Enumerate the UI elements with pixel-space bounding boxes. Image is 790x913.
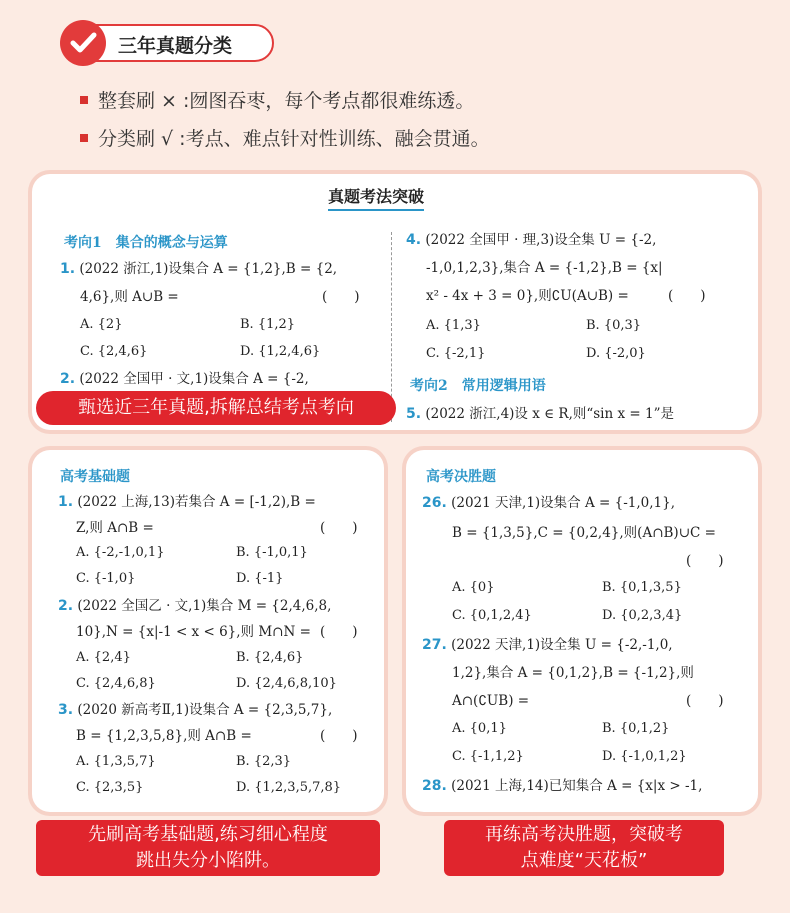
bullet-icon bbox=[80, 134, 88, 142]
question-26: 26. (2021 天津,1)设集合 A = {-1,0,1}, bbox=[422, 495, 675, 511]
question-2: 2. (2022 全国乙 · 文,1)集合 M = {2,4,6,8, bbox=[58, 598, 332, 614]
footer-right-banner bbox=[444, 820, 724, 876]
question-26-line2: B = {1,3,5},C = {0,2,4},则(A∩B)∪C = bbox=[452, 525, 716, 541]
option-b: B. {0,1,2} bbox=[602, 721, 670, 736]
option-b: B. {-1,0,1} bbox=[236, 545, 308, 560]
option-b: B. {0,1,3,5} bbox=[602, 580, 682, 595]
option-d: D. {-1} bbox=[236, 571, 284, 586]
option-c: C. {2,3,5} bbox=[76, 780, 144, 795]
question-2-line2: 10},N = {x|-1 < x < 6},则 M∩N = bbox=[76, 624, 311, 640]
option-b: B. {1,2} bbox=[240, 317, 296, 332]
option-c: C. {-1,0} bbox=[76, 571, 136, 586]
question-27-line2: 1,2},集合 A = {0,1,2},B = {-1,2},则 bbox=[452, 665, 694, 681]
option-a: A. {0} bbox=[452, 580, 495, 595]
answer-paren: ( ) bbox=[668, 288, 706, 304]
question-3-line2: B = {1,2,3,5,8},则 A∩B = bbox=[76, 728, 252, 744]
top-banner: 甄选近三年真题,拆解总结考点考向 bbox=[36, 391, 396, 425]
bullet-icon bbox=[80, 96, 88, 104]
option-b: B. {0,3} bbox=[586, 318, 642, 333]
option-c: C. {-1,1,2} bbox=[452, 749, 524, 764]
option-c: C. {0,1,2,4} bbox=[452, 608, 532, 623]
question-28: 28. (2021 上海,14)已知集合 A = {x|x > -1, bbox=[422, 778, 703, 794]
question-4-line2: -1,0,1,2,3},集合 A = {-1,2},B = {x| bbox=[426, 260, 663, 276]
question-5: 5. (2022 浙江,4)设 x ∈ R,则“sin x = 1”是 bbox=[406, 406, 674, 422]
footer-left-line1: 先刷高考基础题,练习细心程度 bbox=[88, 824, 328, 845]
answer-paren: ( ) bbox=[320, 520, 358, 536]
card-title: 真题考法突破 bbox=[328, 184, 424, 211]
option-b: B. {2,3} bbox=[236, 754, 292, 769]
option-d: D. {-1,0,1,2} bbox=[602, 749, 687, 764]
option-a: A. {2,4} bbox=[76, 650, 131, 665]
answer-paren: ( ) bbox=[322, 289, 360, 305]
option-b: B. {2,4,6} bbox=[236, 650, 304, 665]
question-27-line3: A∩(∁UB) = bbox=[452, 693, 530, 709]
option-a: A. {1,3,5,7} bbox=[76, 754, 156, 769]
question-4: 4. (2022 全国甲 · 理,3)设全集 U = {-2, bbox=[406, 232, 657, 248]
answer-paren: ( ) bbox=[686, 693, 724, 709]
option-a: A. {-2,-1,0,1} bbox=[76, 545, 165, 560]
question-3: 3. (2020 新高考Ⅱ,1)设集合 A = {2,3,5,7}, bbox=[58, 702, 333, 718]
question-27: 27. (2022 天津,1)设全集 U = {-2,-1,0, bbox=[422, 637, 673, 653]
option-d: D. {0,2,3,4} bbox=[602, 608, 683, 623]
checkmark-icon bbox=[60, 20, 106, 66]
option-c: C. {2,4,6,8} bbox=[76, 676, 156, 691]
option-d: D. {1,2,4,6} bbox=[240, 344, 321, 359]
section-heading: 考向2 常用逻辑用语 bbox=[410, 378, 546, 394]
footer-left-line2: 跳出失分小陷阱。 bbox=[136, 850, 280, 871]
option-d: D. {-2,0} bbox=[586, 346, 646, 361]
column-divider bbox=[391, 232, 392, 422]
question-1-line2: Z,则 A∩B = bbox=[76, 520, 154, 536]
option-c: C. {2,4,6} bbox=[80, 344, 148, 359]
option-a: A. {1,3} bbox=[426, 318, 481, 333]
card-title: 高考决胜题 bbox=[426, 469, 496, 485]
option-d: D. {2,4,6,8,10} bbox=[236, 676, 337, 691]
question-1: 1. (2022 浙江,1)设集合 A = {1,2},B = {2, bbox=[60, 261, 338, 277]
question-2: 2. (2022 全国甲 · 文,1)设集合 A = {-2, bbox=[60, 371, 309, 387]
answer-paren: ( ) bbox=[320, 624, 358, 640]
bullet-line-1: 整套刷 × :囫图吞枣，每个考点都很难练透。 bbox=[80, 86, 474, 113]
option-a: A. {0,1} bbox=[452, 721, 507, 736]
option-a: A. {2} bbox=[80, 317, 123, 332]
footer-right-line2: 点难度“天花板” bbox=[520, 850, 648, 871]
card-title: 高考基础题 bbox=[60, 469, 130, 485]
footer-left-banner bbox=[36, 820, 380, 876]
bullet-line-2: 分类刷 √ :考点、难点针对性训练、融会贯通。 bbox=[80, 124, 490, 151]
right-card bbox=[406, 450, 758, 812]
question-1-line2: 4,6},则 A∪B = bbox=[80, 289, 179, 305]
question-4-line3: x² - 4x + 3 = 0},则∁U(A∪B) = bbox=[426, 288, 629, 304]
answer-paren: ( ) bbox=[686, 553, 724, 569]
question-1: 1. (2022 上海,13)若集合 A = [-1,2),B = bbox=[58, 494, 316, 510]
answer-paren: ( ) bbox=[320, 728, 358, 744]
badge-label: 三年真题分类 bbox=[118, 35, 233, 57]
section-badge bbox=[62, 24, 274, 62]
left-card bbox=[32, 450, 384, 812]
section-heading: 考向1 集合的概念与运算 bbox=[64, 235, 228, 251]
option-d: D. {1,2,3,5,7,8} bbox=[236, 780, 342, 795]
footer-right-line1: 再练高考决胜题，突破考 bbox=[485, 824, 683, 845]
option-c: C. {-2,1} bbox=[426, 346, 486, 361]
